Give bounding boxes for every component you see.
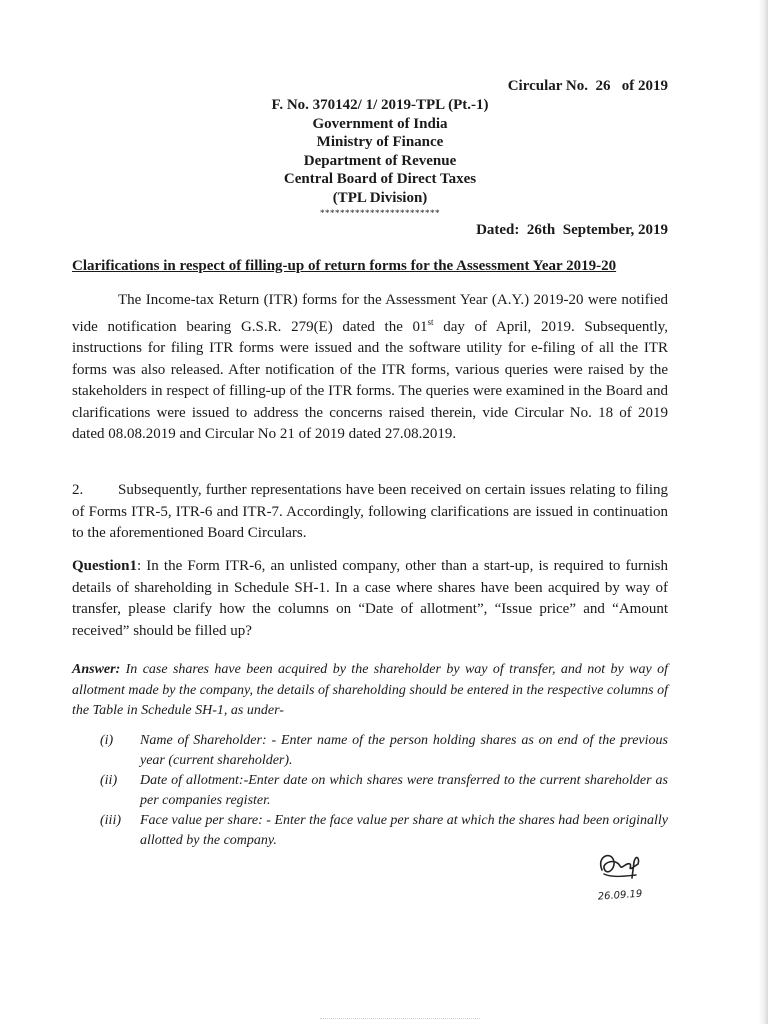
list-item-text: Face value per share: - Enter the face value per share at which the shares had been originally allotted by the company.	[140, 813, 668, 848]
paragraph-2-text: Subsequently, further representations have been received on certain issues relating to filing of Forms ITR-5, ITR-6 and ITR-7. Accordingly, following clarifications are issued in continuation to the aforementioned Board Circulars.	[72, 482, 668, 541]
question-1	[72, 556, 668, 642]
answer	[72, 660, 668, 722]
paragraph-2	[72, 480, 668, 545]
answer-list	[100, 731, 668, 851]
answer-label: Answer:	[72, 662, 121, 677]
date-line: Dated: 26th September, 2019	[476, 222, 668, 238]
ordinal-suffix: st	[427, 316, 434, 327]
list-item-number: (i)	[100, 733, 114, 748]
file-number: F. No. 370142/ 1/ 2019-TPL (Pt.-1)	[271, 97, 489, 113]
paragraph-1-text-a: The Income-tax Return (ITR) forms for the Assessment Year (A.Y.) 2019-20 were notified vide notification bearing G.S.R. 279(E) dated the 01	[72, 292, 668, 335]
question-text: : In the Form ITR-6, an unlisted company, other than a start-up, is required to furnish details of shareholding in Schedule SH-1. In a case where shares have been acquired by way of transfer, please clarify how the columns on “Date of allotment”, “Issue price” and “Amount received” should be filled up?	[72, 558, 668, 639]
circular-number: Circular No. 26 of 2019	[507, 78, 668, 94]
paragraph-number: 2.	[72, 482, 84, 498]
question-label: Question1	[72, 558, 138, 574]
bottom-scan-mark	[320, 1018, 480, 1020]
list-item	[100, 811, 668, 851]
ministry-name: Ministry of Finance	[316, 134, 444, 150]
list-item-number: (iii)	[100, 813, 121, 828]
division-name: (TPL Division)	[332, 189, 428, 206]
subject-heading: Clarifications in respect of filling-up of return forms for the Assessment Year 2019-20	[72, 258, 617, 274]
answer-text: In case shares have been acquired by the shareholder by way of transfer, and not by way of allotment made by the company, the details of shareholding should be entered in the respective columns of the Table in Schedule SH-1, as under-	[72, 662, 668, 718]
paragraph-1	[72, 290, 668, 446]
board-name: Central Board of Direct Taxes	[283, 171, 477, 187]
letterhead	[230, 96, 530, 219]
scan-edge	[758, 0, 768, 1024]
star-divider: ************************	[320, 208, 440, 218]
list-item-number: (ii)	[100, 773, 118, 788]
list-item-text: Date of allotment:-Enter date on which shares were transferred to the current shareholder as per companies register.	[140, 773, 668, 808]
government-name: Government of India	[312, 115, 448, 132]
paragraph-1-text-b: day of April, 2019. Subsequently, instructions for filing ITR forms were issued and the software utility for e-filing of all the ITR forms was also released. After notification of the ITR forms, various queries were raised by the stakeholders in respect of filling-up of the ITR forms. The queries were examined in the Board and clarifications were issued to address the concerns raised therein, vide Circular No. 18 of 2019 dated 08.08.2019 and Circular No 21 of 2019 dated 27.08.2019.	[72, 318, 669, 442]
list-item	[100, 731, 668, 771]
signature	[582, 848, 662, 908]
list-item-text: Name of Shareholder: - Enter name of the person holding shares as on end of the previous year (current shareholder).	[140, 733, 668, 768]
list-item	[100, 771, 668, 811]
department-name: Department of Revenue	[303, 152, 457, 169]
signature-date: 26.09.19	[597, 888, 643, 903]
